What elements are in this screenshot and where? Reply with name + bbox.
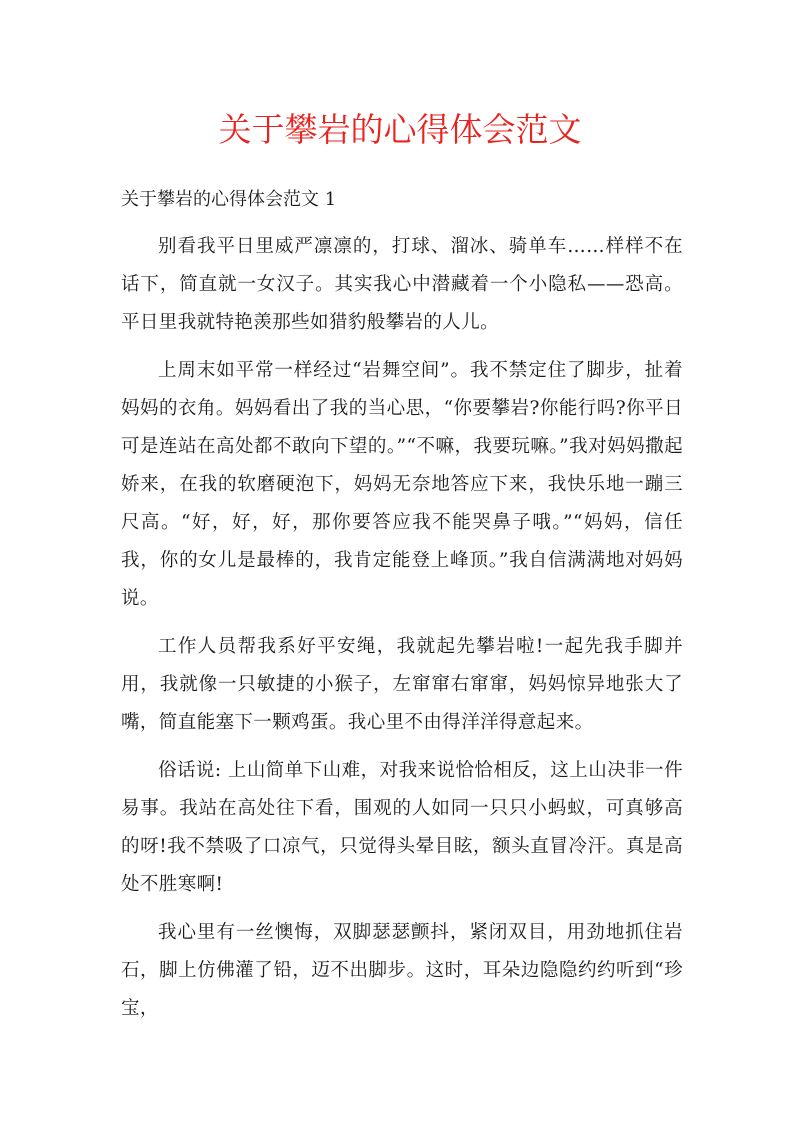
paragraph: 我心里有一丝懊悔，双脚瑟瑟颤抖，紧闭双目，用劲地抓住岩石，脚上仿佛灌了铅，迈不出脚步。这时，耳朵边隐隐约约听到“珍宝，: [121, 922, 683, 1019]
document-body: [121, 228, 683, 1038]
document-title: 关于攀岩的心得体会范文: [218, 110, 582, 149]
section-heading: 关于攀岩的心得体会范文 1: [121, 189, 337, 210]
paragraph: 俗话说: 上山简单下山难，对我来说恰恰相反，这上山决非一件易事。我站在高处往下看，围观的人如同一只只小蚂蚁，可真够高的呀!我不禁吸了口凉气，只觉得头晕目眩，额头直冒冷汗。真是高处不胜寒啊!: [121, 760, 683, 895]
paragraph: 工作人员帮我系好平安绳，我就起先攀岩啦!一起先我手脚并用，我就像一只敏捷的小猴子，左窜窜右窜窜，妈妈惊异地张大了嘴，简直能塞下一颗鸡蛋。我心里不由得洋洋得意起来。: [121, 636, 683, 733]
paragraph: 别看我平日里威严凛凛的，打球、溜冰、骑单车……样样不在话下，简直就一女汉子。其实我心中潜藏着一个小隐私——恐高。平日里我就特艳羡那些如猎豹般攀岩的人儿。: [121, 236, 683, 333]
paragraph: 上周末如平常一样经过“岩舞空间”。我不禁定住了脚步，扯着妈妈的衣角。妈妈看出了我的当心思，“你要攀岩?你能行吗?你平日可是连站在高处都不敢向下望的。”“不嘛，我要玩嘛。”我对妈妈撒起娇来，在我的软磨硬泡下，妈妈无奈地答应下来，我快乐地一蹦三尺高。“好，好，好，那你要答应我不能哭鼻子哦。”“妈妈，信任我，你的女儿是最棒的，我肯定能登上峰顶。”我自信满满地对妈妈说。: [121, 360, 683, 609]
